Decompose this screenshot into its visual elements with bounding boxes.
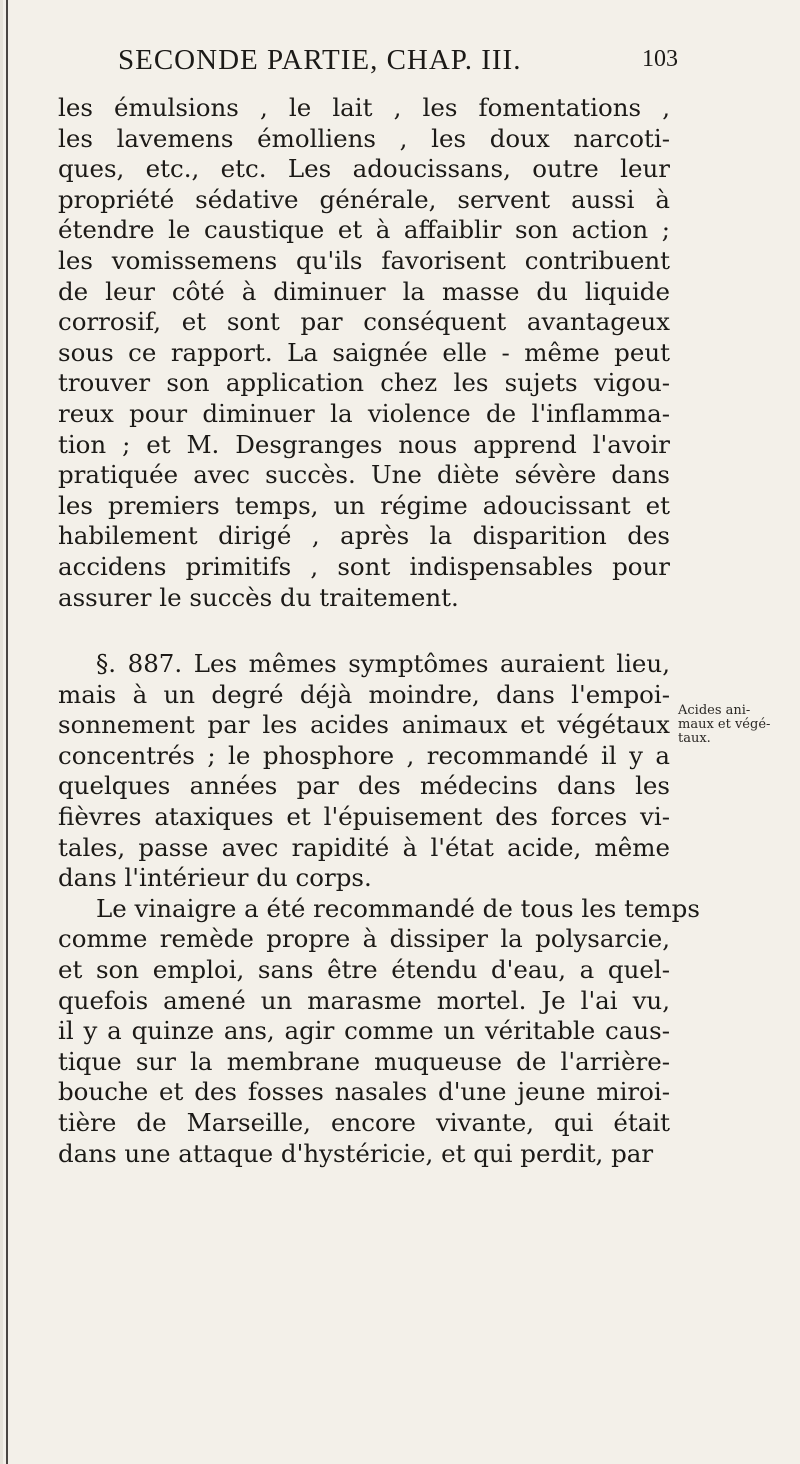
text-line: et son emploi, sans être étendu d'eau, a quel- [58, 955, 670, 985]
text-line: ques, etc., etc. Les adoucissans, outre leur [58, 154, 670, 184]
text-line: trouver son application chez les sujets vigou- [58, 368, 670, 398]
text-line: quefois amené un marasme mortel. Je l'ai vu, [58, 985, 670, 1015]
binding-rule [6, 0, 8, 1464]
text-line: sonnement par les acides animaux et végétaux [58, 710, 670, 740]
paragraph-remedies [58, 93, 670, 613]
text-line: les premiers temps, un régime adoucissant et [58, 490, 670, 520]
body-text [58, 93, 700, 1169]
text-line: dans l'intérieur du corps. [58, 863, 372, 893]
margin-note [678, 704, 798, 746]
margin-note-line: taux. [678, 731, 711, 746]
page-number: 103 [642, 46, 678, 72]
text-line: les émulsions , le lait , les fomentations , [58, 93, 670, 122]
text-line: pratiquée avec succès. Une diète sévère dans [58, 460, 670, 490]
paragraph-vinegar [58, 893, 700, 1169]
margin-note-line: maux et végé- [678, 717, 771, 732]
text-line: il y a quinze ans, agir comme un véritable caus- [58, 1016, 670, 1046]
paragraph-887 [58, 649, 670, 894]
text-line: bouche et des fosses nasales d'une jeune miroi- [58, 1077, 670, 1107]
margin-note-line: Acides ani- [678, 703, 751, 718]
text-line: les lavemens émolliens , les doux narcoti- [58, 123, 670, 153]
text-line: reux pour diminuer la violence de l'inflamma- [58, 398, 670, 428]
text-line: les vomissemens qu'ils favorisent contribuent [58, 245, 670, 275]
text-line: étendre le caustique et à affaiblir son action ; [58, 215, 670, 245]
text-line: comme remède propre à dissiper la polysarcie, [58, 924, 670, 954]
text-line: §. 887. Les mêmes symptômes auraient lieu, [96, 649, 670, 679]
text-line: fièvres ataxiques et l'épuisement des forces vi- [58, 802, 670, 832]
text-line: Le vinaigre a été recommandé de tous les temps [96, 893, 700, 923]
text-line: mais à un degré déjà moindre, dans l'empoi- [58, 679, 670, 709]
text-line: tion ; et M. Desgranges nous apprend l'avoir [58, 429, 670, 459]
paragraph-gap [58, 613, 670, 649]
text-line: habilement dirigé , après la disparition des [58, 521, 670, 551]
text-line: dans une attaque d'hystéricie, et qui perdit, par [58, 1138, 654, 1168]
page-header [118, 44, 678, 80]
text-line: accidens primitifs , sont indispensables pour [58, 551, 670, 581]
page-edge [0, 0, 3, 1464]
text-line: tique sur la membrane muqueuse de l'arrière- [58, 1046, 670, 1076]
text-line: assurer le succès du traitement. [58, 582, 459, 612]
text-line: quelques années par des médecins dans les [58, 771, 670, 801]
text-line: corrosif, et sont par conséquent avantageux [58, 307, 670, 337]
running-head: SECONDE PARTIE, CHAP. III. [118, 44, 522, 76]
text-line: sous ce rapport. La saignée elle - même peut [58, 337, 670, 367]
text-line: de leur côté à diminuer la masse du liquide [58, 276, 670, 306]
text-line: concentrés ; le phosphore , recommandé il y a [58, 740, 670, 770]
text-line: propriété sédative générale, servent aussi à [58, 184, 670, 214]
text-line: tière de Marseille, encore vivante, qui était [58, 1108, 670, 1137]
text-line: tales, passe avec rapidité à l'état acide, même [58, 832, 670, 862]
